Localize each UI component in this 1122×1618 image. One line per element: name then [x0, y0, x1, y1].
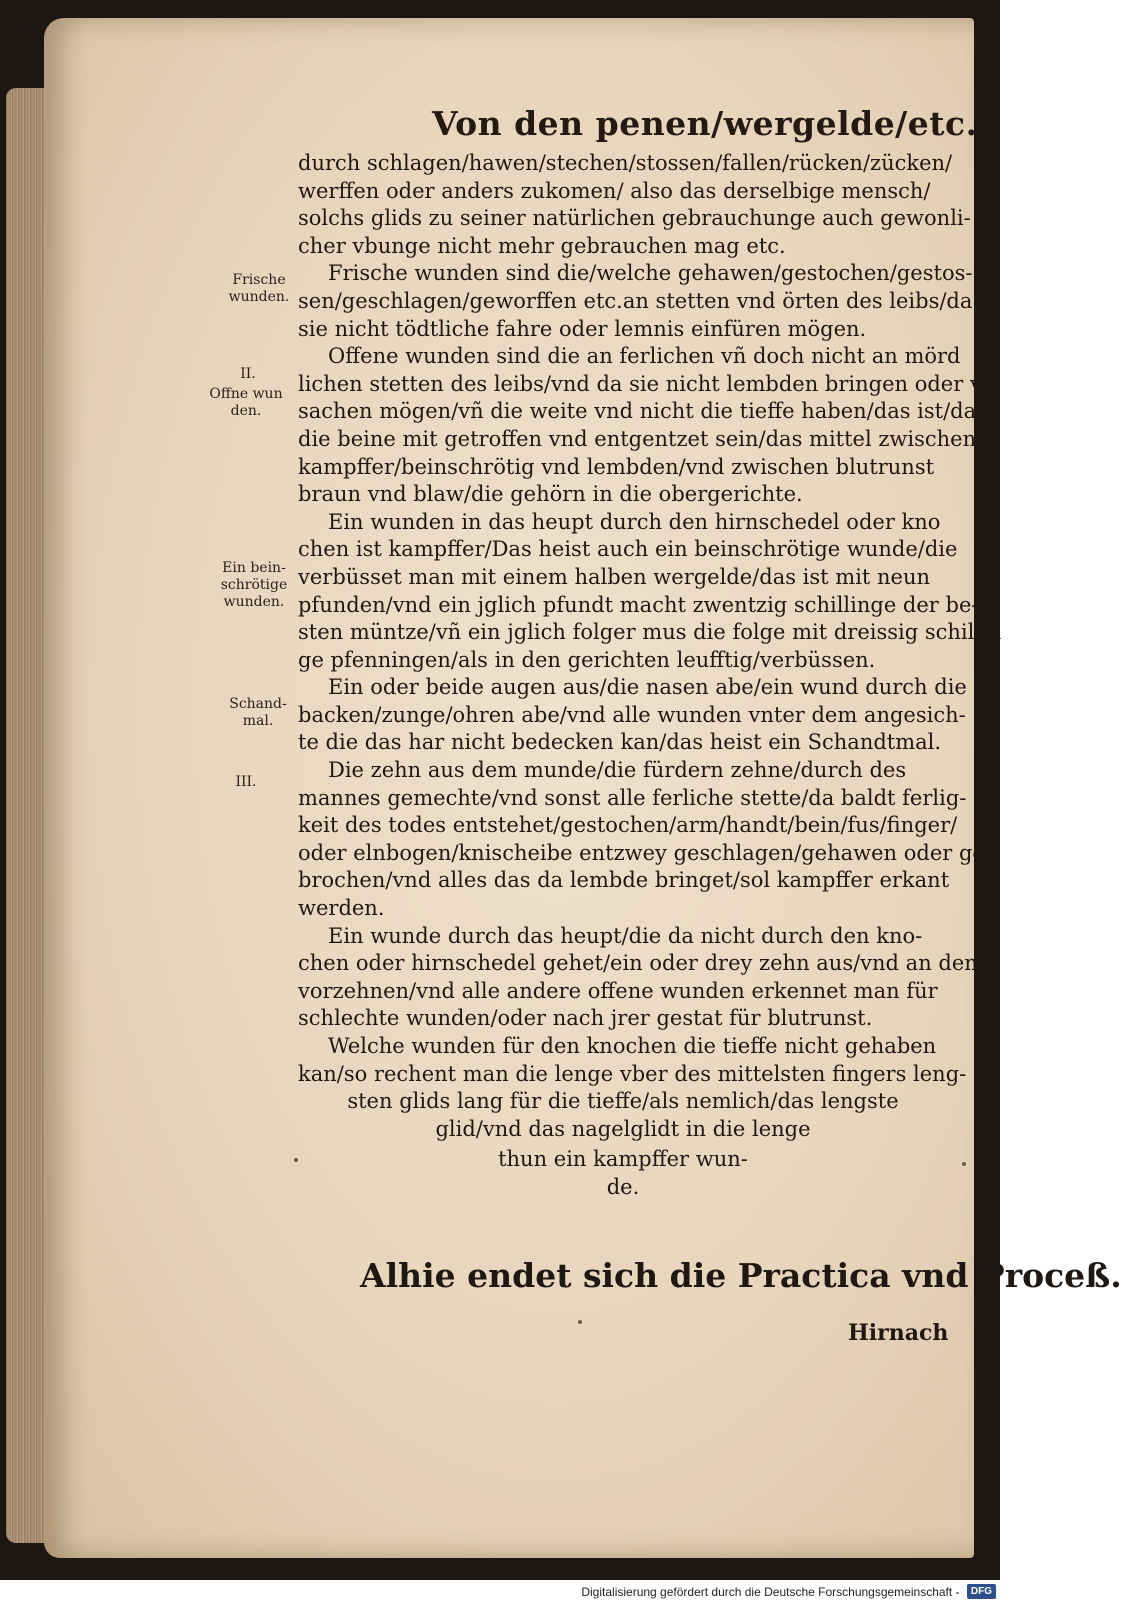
- text-line: lichen stetten des leibs/vnd da sie nicht lembden bringen oder vr: [298, 371, 992, 396]
- text-line: durch schlagen/hawen/stechen/stossen/fallen/rücken/zücken/: [298, 151, 953, 175]
- margin-note-beinschroetige-wunden: Ein bein- schrötige wunden.: [220, 560, 288, 610]
- text-line: mannes gemechte/vnd sonst alle ferliche stette/da baldt ferlig-: [298, 785, 967, 810]
- text-line: werden.: [298, 896, 385, 921]
- tail-line: de.: [606, 1175, 640, 1199]
- text-line: sten glids lang für die tieffe/als nemlich/das lengste: [347, 1089, 899, 1114]
- text-line: kan/so rechent man die lenge vber des mittelsten fingers leng-: [298, 1061, 967, 1086]
- text-line: ge pfenningen/als in den gerichten leufftig/verbüssen.: [298, 647, 876, 672]
- ink-spot: [578, 1320, 582, 1324]
- text-line: brochen/vnd alles das da lembde bringet/sol kampffer erkant: [298, 868, 950, 893]
- tail-line: thun ein kampffer wun-: [498, 1147, 748, 1171]
- text-line: die beine mit getroffen vnd entgentzet sein/das mittel zwischen: [298, 426, 977, 451]
- text-line: Die zehn aus dem munde/die fürdern zehne/durch des: [328, 758, 907, 783]
- text-line: werffen oder anders zukomen/ also das derselbige mensch/: [298, 178, 931, 203]
- text-line: Ein wunden in das heupt durch den hirnschedel oder kno: [328, 509, 941, 534]
- text-line: cher vbunge nicht mehr gebrauchen mag etc.: [298, 233, 786, 258]
- text-line: braun vnd blaw/die gehörn in die obergerichte.: [298, 482, 803, 507]
- text-line: sen/geschlagen/geworffen etc.an stetten vnd örten des leibs/da: [298, 288, 973, 313]
- text-line: chen oder hirnschedel gehet/ein oder drey zehn aus/vnd an den: [298, 951, 978, 976]
- body-text: [298, 150, 1002, 1116]
- margin-note-schandmal: Schand- mal.: [229, 696, 287, 729]
- text-line: pfunden/vnd ein jglich pfundt macht zwentzig schillinge der be-: [298, 592, 979, 617]
- text-line: Offene wunden sind die an ferlichen vñ doch nicht an mörd: [328, 344, 961, 369]
- text-line: schlechte wunden/oder nach jrer gestat für blutrunst.: [298, 1006, 873, 1031]
- text-line: backen/zunge/ohren abe/vnd alle wunden vnter dem angesich-: [298, 702, 966, 727]
- ink-spot: [294, 1158, 298, 1162]
- text-line: sachen mögen/vñ die weite vnd nicht die tieffe haben/das ist/da: [298, 399, 977, 424]
- text-line: Welche wunden für den knochen die tieffe nicht gehaben: [328, 1034, 937, 1058]
- margin-note-numeral-ii: II.: [240, 366, 256, 382]
- text-line: te die das har nicht bedecken kan/das heist ein Schandtmal.: [298, 730, 942, 755]
- footer-text: Digitalisierung gefördert durch die Deutsche Forschungsgemeinschaft -: [581, 1584, 960, 1599]
- tail-line: glid/vnd das nagelglidt in die lenge: [435, 1117, 811, 1141]
- dfg-logo: DFG: [967, 1584, 996, 1599]
- margin-note-numeral-iii: III.: [235, 774, 257, 790]
- text-line: sie nicht tödtliche fahre oder lemnis einfüren mögen.: [298, 316, 867, 341]
- margin-note-frische-wunden: Frische wunden.: [228, 272, 290, 305]
- text-line: verbüsset man mit einem halben wergelde/das ist mit neun: [298, 564, 931, 589]
- closing-heading: Alhie endet sich die Practica vnd Proceß.: [360, 1256, 1122, 1295]
- text-line: Ein wunde durch das heupt/die da nicht durch den kno-: [328, 923, 923, 948]
- text-line: sten müntze/vñ ein jglich folger mus die folge mit dreissig schillin: [298, 620, 1002, 645]
- catchword: Hirnach: [848, 1320, 949, 1346]
- text-line: Ein oder beide augen aus/die nasen abe/ein wund durch die: [328, 675, 967, 700]
- text-line: keit des todes entstehet/gestochen/arm/handt/bein/fus/finger/: [298, 813, 958, 838]
- ink-spot: [962, 1162, 966, 1166]
- text-line: solchs glids zu seiner natürlichen gebrauchunge auch gewonli-: [298, 206, 971, 231]
- text-line: chen ist kampffer/Das heist auch ein beinschrötige wunde/die: [298, 537, 958, 562]
- text-line: vorzehnen/vnd alle andere offene wunden erkennet man für: [298, 978, 938, 1003]
- running-head: Von den penen/wergelde/etc.: [432, 104, 978, 143]
- margin-note-offne-wunden: Offne wun den.: [209, 386, 283, 419]
- text-line: Frische wunden sind die/welche gehawen/gestochen/gestos-: [328, 261, 973, 286]
- text-line: kampffer/beinschrötig vnd lembden/vnd zwischen blutrunst: [298, 454, 935, 479]
- digitization-footer: [0, 1584, 996, 1614]
- text-line: oder elnbogen/knischeibe entzwey geschlagen/gehawen oder ge-: [298, 840, 992, 865]
